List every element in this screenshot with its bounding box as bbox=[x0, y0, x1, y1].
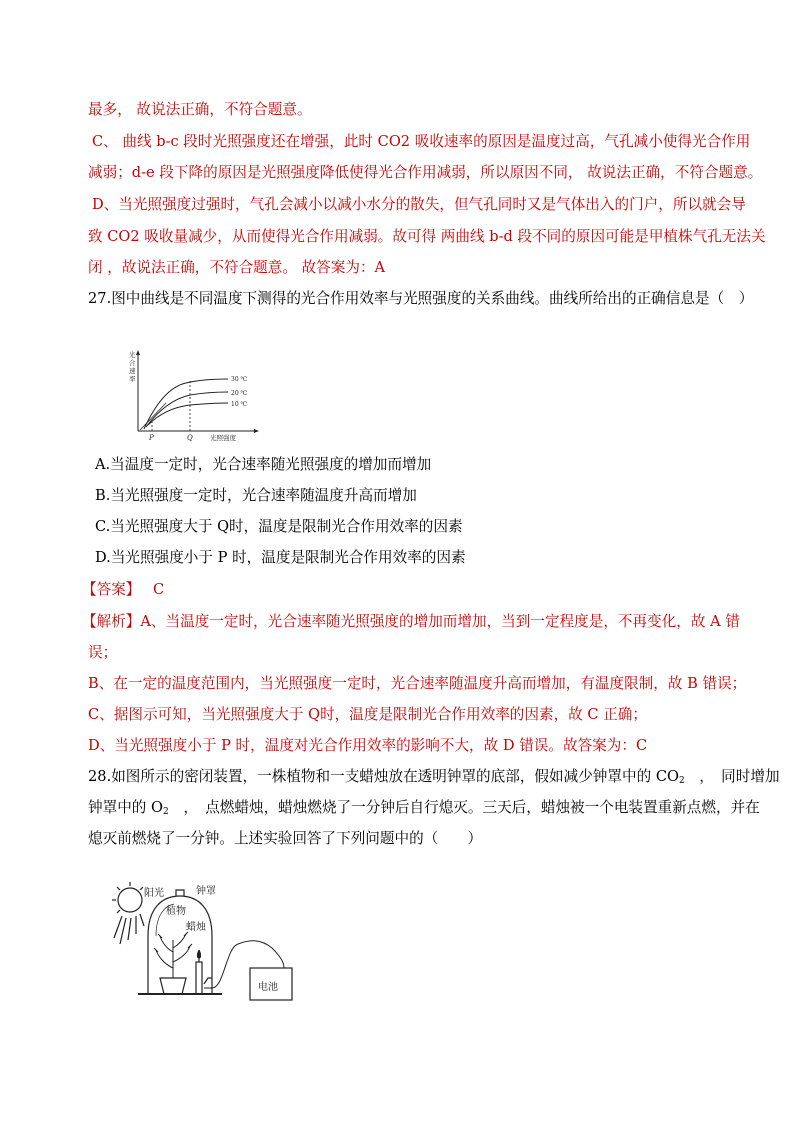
q28-stem-line-2 bbox=[88, 798, 760, 822]
prev-explanation-option-d-line-2: 致 CO2 吸收量减少，从而使得光合作用减弱。故可得 两曲线 b-d 段不同的原因可能是甲植株气孔无法关 bbox=[88, 228, 766, 245]
q27-answer bbox=[82, 580, 164, 600]
o2-subscript: 2 bbox=[162, 807, 169, 817]
graph-label-10c: 10 ℃ bbox=[231, 401, 248, 408]
plant-label: 植物 bbox=[166, 906, 186, 917]
ylabel-char-2: 合 bbox=[129, 359, 136, 367]
q28-stem-line-3: 熄灭前燃烧了一分钟。上述实验回答了下列问题中的（ ） bbox=[88, 830, 483, 847]
q28-line1-text-b: ， 同时增加 bbox=[684, 768, 780, 785]
answer-label: 【答案】 bbox=[82, 581, 141, 598]
curve-20c bbox=[146, 392, 228, 427]
q27-option-c: C.当光照强度大于 Q时，温度是限制光合作用效率的因素 bbox=[95, 518, 463, 535]
q28-line1-text-a: 28.如图所示的密闭装置，一株植物和一支蜡烛放在透明钟罩的底部，假如减少钟罩中的 CO bbox=[88, 768, 679, 785]
ignition-wire bbox=[204, 941, 284, 988]
bell-jar-label: 钟罩 bbox=[196, 886, 216, 897]
graph-q-label: Q bbox=[187, 434, 193, 442]
q27-analysis-line-5: D、当光照强度小于 P 时，温度对光合作用效率的影响不大，故 D 错误。故答案为：C bbox=[88, 737, 648, 754]
q28-bell-jar-apparatus bbox=[100, 878, 300, 1006]
plant-leaves bbox=[154, 932, 192, 978]
q27-option-d: D.当光照强度小于 P 时，温度是限制光合作用效率的因素 bbox=[95, 549, 466, 566]
battery-label: 电池 bbox=[258, 982, 278, 993]
q28-line2-text-b: ， 点燃蜡烛，蜡烛燃烧了一分钟后自行熄灭。三天后，蜡烛被一个电装置重新点燃，并在 bbox=[168, 799, 760, 816]
sun-label: 阳光 bbox=[144, 888, 164, 899]
q27-analysis-line-1: 【解析】A、当温度一定时，光合速率随光照强度的增加而增加，当到一定程度是，不再变化，故 A 错 bbox=[82, 613, 740, 630]
candle-label: 蜡烛 bbox=[186, 922, 206, 933]
q27-analysis-line-3: B、在一定的温度范围内，当光照强度一定时，光合速率随温度升高而增加，有温度限制，故 B 错误； bbox=[88, 675, 747, 692]
ylabel-char-3: 速 bbox=[129, 367, 136, 375]
prev-explanation-option-d-line-3: 闭 ，故说法正确，不符合题意。 故答案为：A bbox=[88, 259, 386, 276]
curve-10c bbox=[148, 403, 228, 425]
q27-stem: 27.图中曲线是不同温度下测得的光合作用效率与光照强度的关系曲线。曲线所给出的正确信息是（ ） bbox=[88, 290, 754, 307]
origin-slope-line bbox=[140, 403, 166, 430]
ignition-wire-inner bbox=[204, 978, 212, 984]
curve-30c bbox=[144, 379, 228, 429]
co2-subscript: 2 bbox=[678, 776, 685, 786]
graph-xlabel: 光照强度 bbox=[210, 434, 236, 442]
q27-analysis-line-4: C、据图示可知，当光照强度大于 Q时，温度是限制光合作用效率的因素，故 C 正确； bbox=[88, 706, 647, 723]
q28-stem-line-1 bbox=[88, 767, 780, 791]
flower-pot bbox=[160, 978, 186, 994]
candle bbox=[196, 950, 202, 994]
prev-explanation-option-c-line-2: 减弱；d-e 段下降的原因是光照强度降低使得光合作用减弱，所以原因不同， 故说法正确，不符合题意。 bbox=[88, 164, 763, 181]
ylabel-char-4: 率 bbox=[129, 375, 136, 383]
graph-label-30c: 30 ℃ bbox=[231, 376, 248, 383]
q27-option-a: A.当温度一定时，光合速率随光照强度的增加而增加 bbox=[95, 456, 432, 473]
prev-explanation-option-c-line-1: C、 曲线 b-c 段时光照强度还在增强，此时 CO2 吸收速率的原因是温度过高，气孔减小使得光合作用 bbox=[92, 133, 751, 150]
q27-light-curve-graph bbox=[118, 345, 268, 445]
graph-label-20c: 20 ℃ bbox=[231, 390, 248, 397]
x-axis-arrow bbox=[254, 429, 259, 433]
bell-jar-knob bbox=[176, 890, 184, 896]
graph-p-label: P bbox=[149, 434, 154, 442]
ylabel-char-1: 光 bbox=[129, 351, 136, 359]
answer-value: C bbox=[153, 581, 165, 598]
prev-explanation-option-d-line-1: D、当光照强度过强时，气孔会减小以减小水分的散失，但气孔同时又是气体出入的门户，所以就会导 bbox=[92, 196, 746, 213]
q27-option-b: B.当光照强度一定时，光合速率随温度升高而增加 bbox=[95, 487, 417, 504]
prev-explanation-line-1: 最多， 故说法正确，不符合题意。 bbox=[88, 101, 312, 118]
q28-line2-text-a: 钟罩中的 O bbox=[88, 799, 163, 816]
q27-analysis-line-2: 误； bbox=[88, 644, 118, 661]
graph-ylabel bbox=[129, 350, 138, 383]
sun-icon bbox=[112, 882, 144, 944]
